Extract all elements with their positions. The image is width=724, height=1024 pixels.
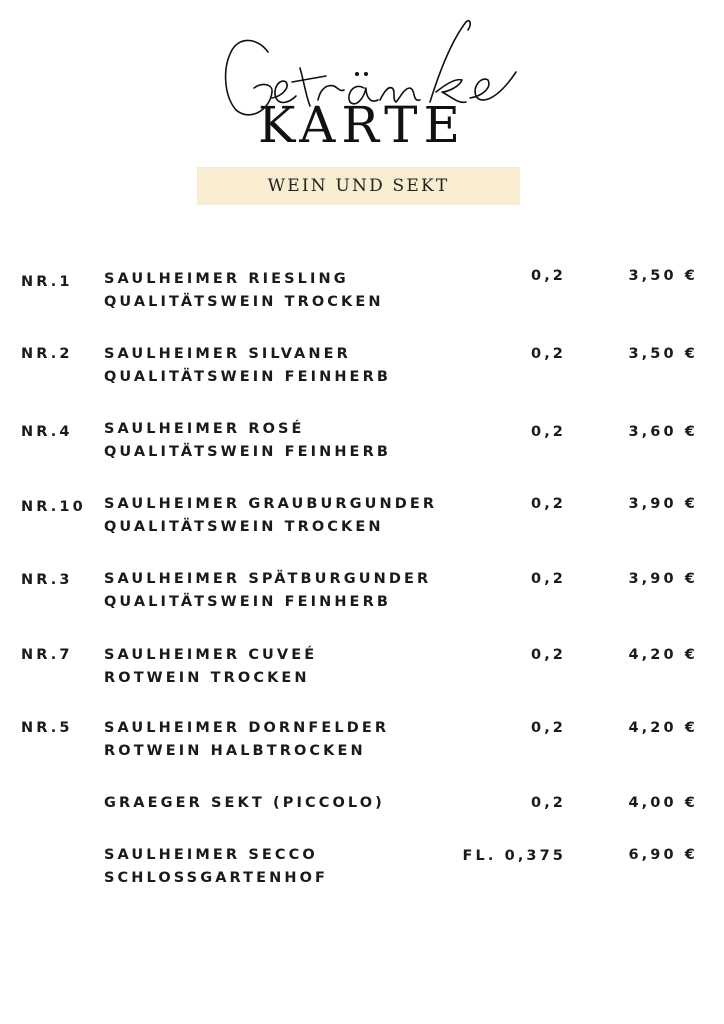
item-name-line2: QUALITÄTSWEIN FEINHERB bbox=[104, 594, 391, 610]
item-number: NR.4 bbox=[21, 424, 73, 440]
item-price: 6,90 € bbox=[628, 847, 698, 863]
item-number: NR.2 bbox=[21, 346, 73, 362]
item-volume: 0,2 bbox=[531, 647, 566, 663]
item-name-line2: QUALITÄTSWEIN TROCKEN bbox=[104, 294, 384, 310]
item-volume: 0,2 bbox=[531, 571, 566, 587]
item-name-line2: QUALITÄTSWEIN FEINHERB bbox=[104, 444, 391, 460]
item-volume: 0,2 bbox=[531, 496, 566, 512]
item-volume: 0,2 bbox=[531, 795, 566, 811]
item-name bbox=[104, 568, 431, 614]
item-volume: 0,2 bbox=[531, 720, 566, 736]
item-price: 4,00 € bbox=[628, 795, 698, 811]
item-name-line1: GRAEGER SEKT (PICCOLO) bbox=[104, 795, 385, 811]
item-price: 3,50 € bbox=[628, 268, 698, 284]
item-number: NR.10 bbox=[21, 499, 86, 515]
subtitle-text: WEIN UND SEKT bbox=[267, 176, 450, 196]
list-item bbox=[0, 268, 724, 320]
item-price: 3,50 € bbox=[628, 346, 698, 362]
item-name-line2: QUALITÄTSWEIN FEINHERB bbox=[104, 369, 391, 385]
subtitle-banner bbox=[197, 167, 520, 205]
item-name-line2: SCHLOSSGARTENHOF bbox=[104, 870, 329, 886]
item-name-line1: SAULHEIMER GRAUBURGUNDER bbox=[104, 496, 438, 512]
item-name-line1: SAULHEIMER SILVANER bbox=[104, 346, 351, 362]
item-number: NR.7 bbox=[21, 647, 73, 663]
item-name bbox=[104, 844, 328, 890]
item-price: 4,20 € bbox=[628, 647, 698, 663]
item-volume: FL. 0,375 bbox=[462, 848, 566, 864]
item-volume: 0,2 bbox=[531, 346, 566, 362]
item-price: 4,20 € bbox=[628, 720, 698, 736]
item-name bbox=[104, 418, 391, 464]
list-item bbox=[0, 418, 724, 470]
item-number: NR.5 bbox=[21, 720, 73, 736]
item-name-line1: SAULHEIMER SECCO bbox=[104, 847, 318, 863]
item-volume: 0,2 bbox=[531, 424, 566, 440]
page-title: KARTE bbox=[257, 96, 467, 154]
item-name-line1: SAULHEIMER RIESLING bbox=[104, 271, 349, 287]
item-name bbox=[104, 717, 389, 763]
item-name-line1: SAULHEIMER ROSÉ bbox=[104, 421, 305, 437]
list-item bbox=[0, 644, 724, 696]
item-name-line1: SAULHEIMER SPÄTBURGUNDER bbox=[104, 571, 432, 587]
item-name bbox=[104, 493, 437, 539]
item-name-line1: SAULHEIMER DORNFELDER bbox=[104, 720, 390, 736]
item-price: 3,60 € bbox=[628, 424, 698, 440]
list-item bbox=[0, 343, 724, 395]
item-name-line2: ROTWEIN TROCKEN bbox=[104, 670, 310, 686]
item-number: NR.1 bbox=[21, 274, 73, 290]
item-volume: 0,2 bbox=[531, 268, 566, 284]
item-name bbox=[104, 268, 384, 314]
item-name bbox=[104, 792, 385, 815]
list-item bbox=[0, 493, 724, 545]
item-name-line1: SAULHEIMER CUVEÉ bbox=[104, 647, 318, 663]
list-item bbox=[0, 717, 724, 769]
item-number: NR.3 bbox=[21, 572, 73, 588]
item-name-line2: QUALITÄTSWEIN TROCKEN bbox=[104, 519, 384, 535]
item-price: 3,90 € bbox=[628, 571, 698, 587]
item-name-line2: ROTWEIN HALBTROCKEN bbox=[104, 743, 366, 759]
item-price: 3,90 € bbox=[628, 496, 698, 512]
item-name bbox=[104, 343, 391, 389]
list-item bbox=[0, 568, 724, 620]
item-name bbox=[104, 644, 317, 690]
list-item bbox=[0, 792, 724, 844]
list-item bbox=[0, 844, 724, 896]
